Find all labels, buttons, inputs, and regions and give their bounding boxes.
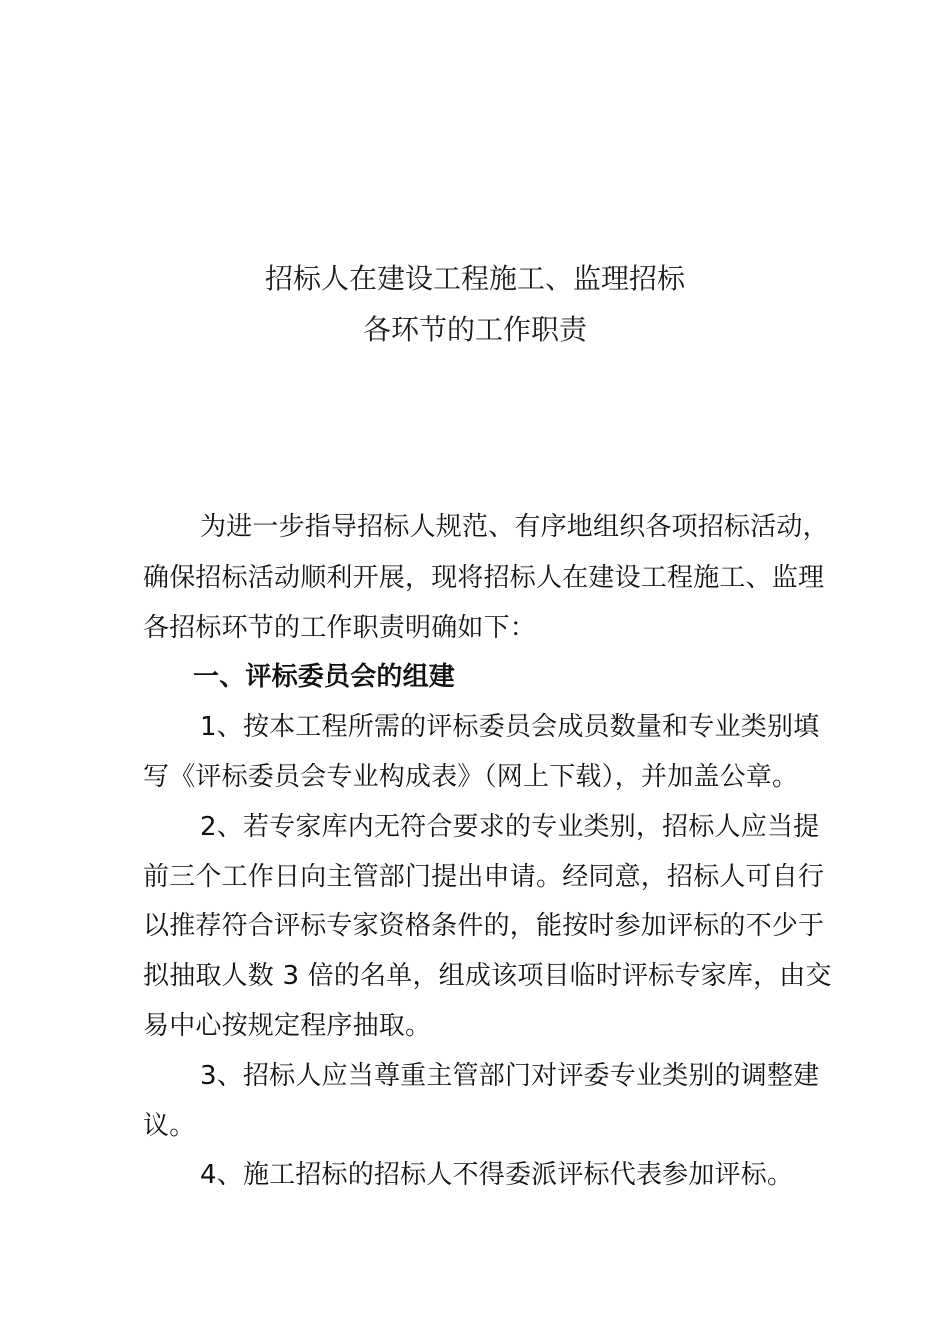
paragraph-line: 1、按本工程所需的评标委员会成员数量和专业类别填 xyxy=(200,712,820,742)
document-title-line-2: 各环节的工作职责 xyxy=(362,313,587,346)
paragraph-line: 写《评标委员会专业构成表》（网上下载），并加盖公章。 xyxy=(143,762,799,792)
section-heading: 一、评标委员会的组建 xyxy=(193,662,456,692)
paragraph-line: 前三个工作日向主管部门提出申请。经同意，招标人可自行 xyxy=(143,862,825,892)
paragraph-line: 4、施工招标的招标人不得委派评标代表参加评标。 xyxy=(200,1160,794,1190)
document-title-line-1: 招标人在建设工程施工、监理招标 xyxy=(264,262,685,295)
paragraph-line: 易中心按规定程序抽取。 xyxy=(143,1011,432,1041)
paragraph-line: 拟抽取人数 3 倍的名单，组成该项目临时评标专家库，由交 xyxy=(143,961,832,991)
paragraph-line: 各招标环节的工作职责明确如下： xyxy=(143,613,537,643)
paragraph-line: 2、若专家库内无符合要求的专业类别，招标人应当提 xyxy=(200,812,820,842)
paragraph-line: 为进一步指导招标人规范、有序地组织各项招标活动， xyxy=(200,512,829,542)
paragraph-line: 议。 xyxy=(143,1111,196,1141)
paragraph-line: 以推荐符合评标专家资格条件的，能按时参加评标的不少于 xyxy=(143,911,825,941)
paragraph-line: 确保招标活动顺利开展，现将招标人在建设工程施工、监理 xyxy=(143,563,825,593)
paragraph-line: 3、招标人应当尊重主管部门对评委专业类别的调整建 xyxy=(200,1061,820,1091)
